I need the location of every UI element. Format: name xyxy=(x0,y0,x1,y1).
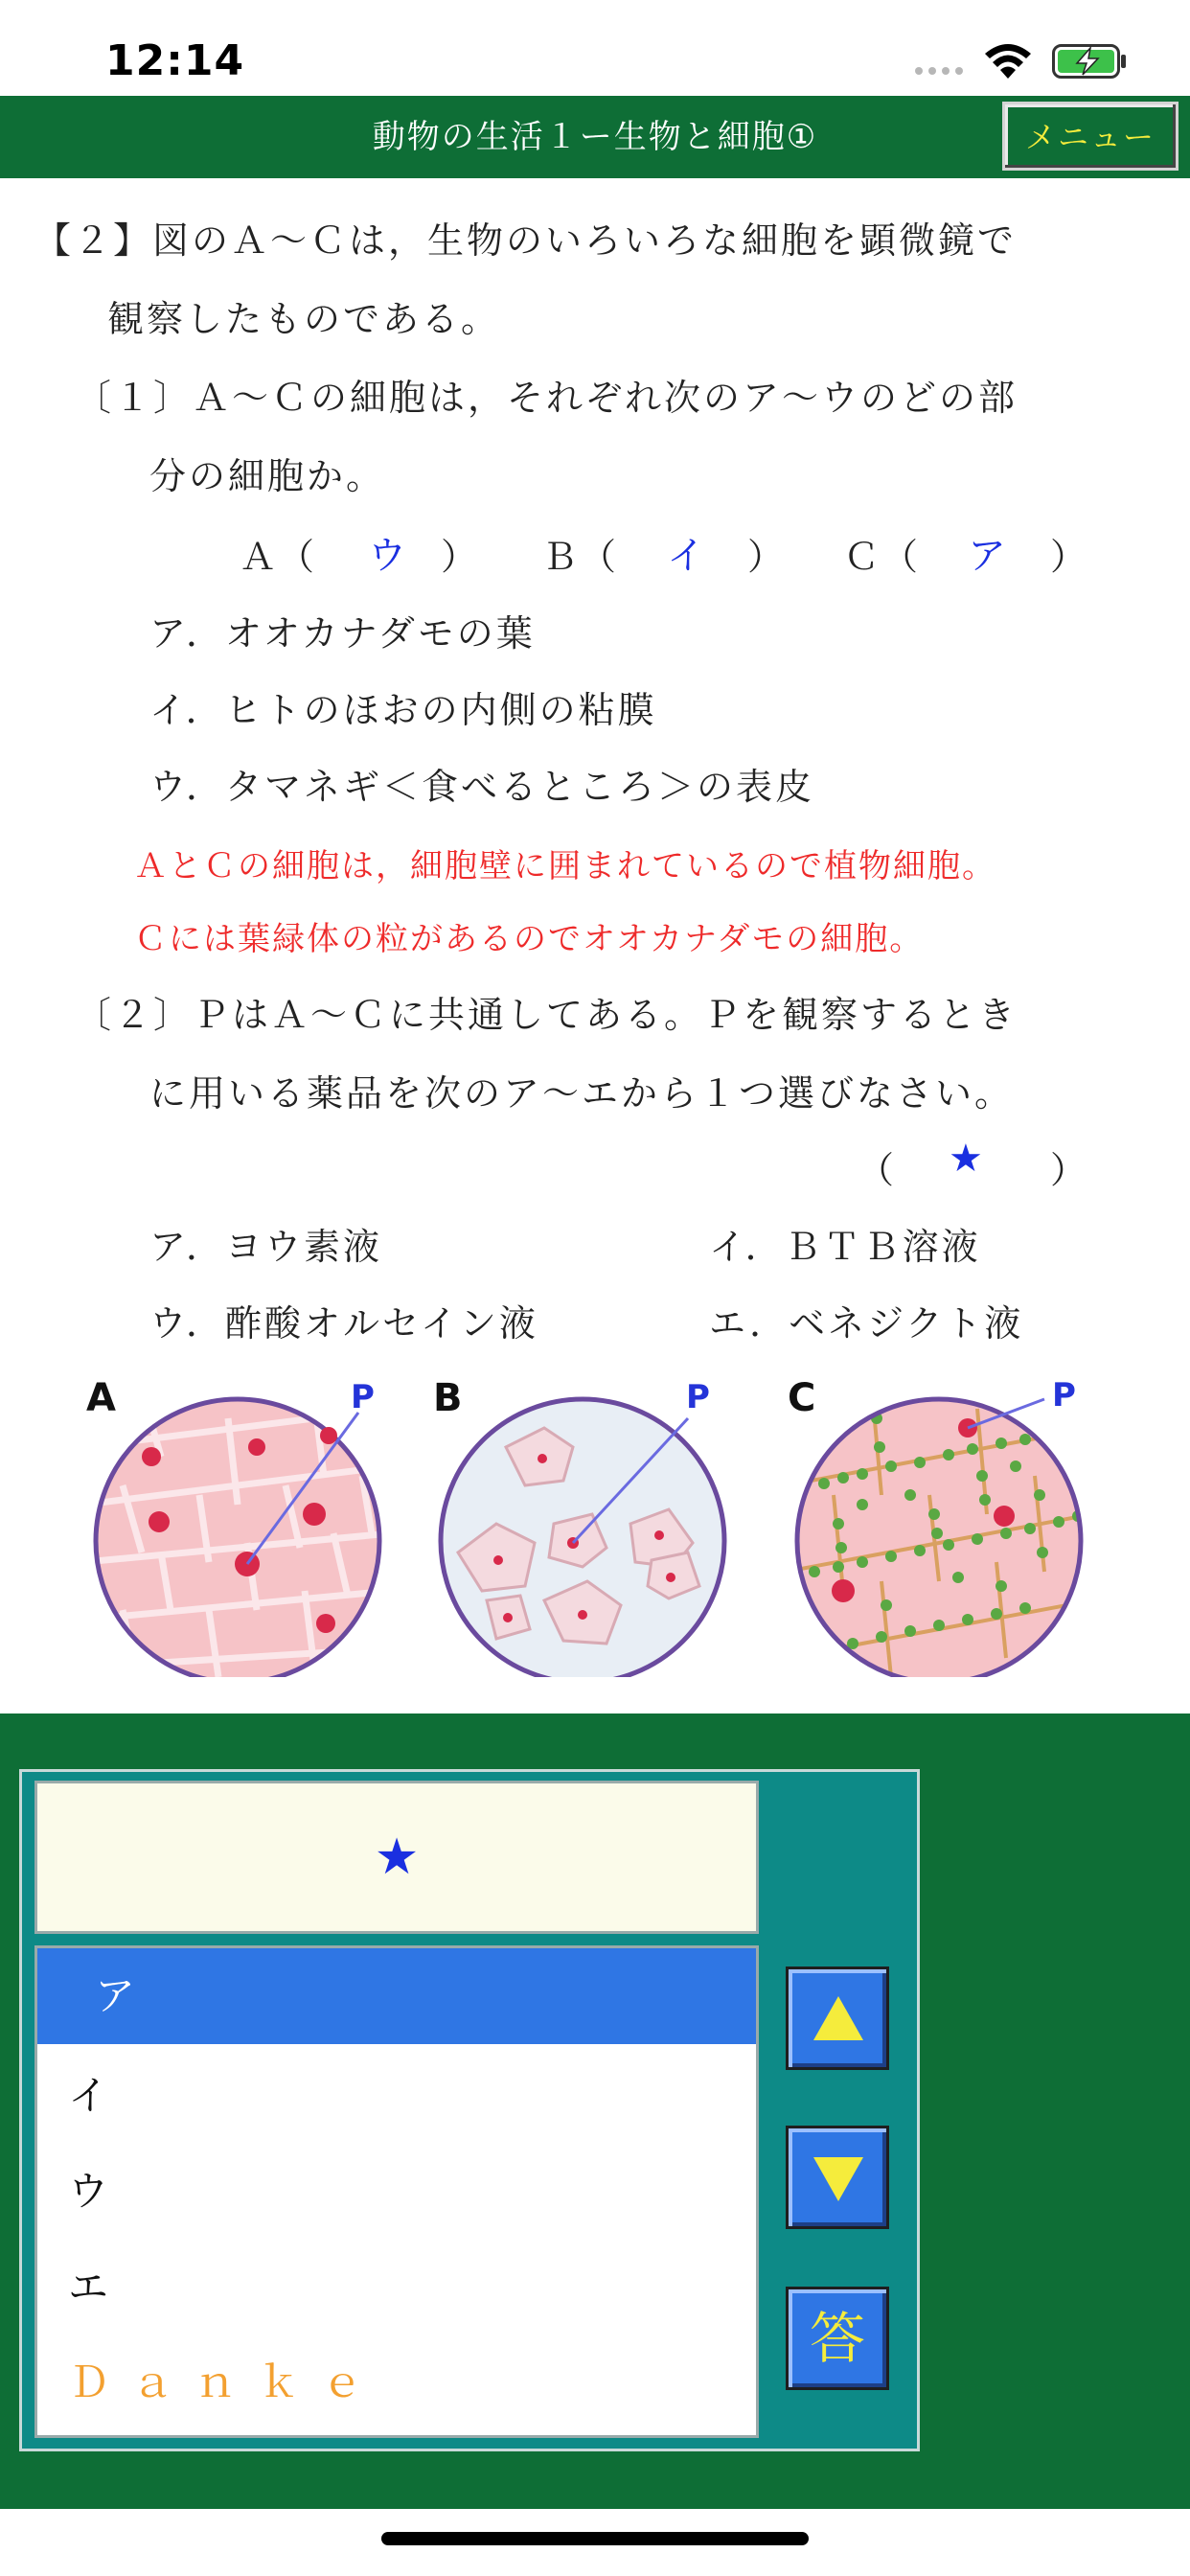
question-content xyxy=(0,178,1190,1714)
answer-b-label: Ｂ（ xyxy=(541,536,619,578)
answer-a-close: ） xyxy=(441,536,480,578)
figure-c-label: C xyxy=(788,1376,816,1420)
option-q1: ウ．タマネギ＜食べるところ＞の表皮 xyxy=(149,766,814,808)
figure-c-pointer-label: P xyxy=(1052,1376,1076,1414)
option-q2: イ．ＢＴＢ溶液 xyxy=(709,1226,981,1268)
figure-a-pointer-label: P xyxy=(351,1378,375,1416)
up-triangle-icon xyxy=(810,1992,867,2046)
menu-button[interactable]: メニュー xyxy=(1002,102,1179,171)
figure-b-label: B xyxy=(433,1376,463,1420)
explanation-note: ＡとＣの細胞は，細胞壁に囲まれているので植物細胞。 xyxy=(134,847,996,886)
option-q2: エ．ベネジクト液 xyxy=(709,1302,1024,1345)
choice-item-u[interactable]: ウ xyxy=(68,2168,109,2215)
question-text-line: 【２】図のＡ～Ｃは，生物のいろいろな細胞を顕微鏡で xyxy=(34,219,1018,262)
answer-b-value: イ xyxy=(667,534,705,578)
answer-c-value: ア xyxy=(968,534,1006,578)
figure-b-pointer-label: P xyxy=(686,1378,710,1416)
choice-item-e[interactable]: エ xyxy=(68,2264,109,2311)
cellular-signal-icon xyxy=(915,67,963,75)
figure-a-label: A xyxy=(86,1376,116,1420)
clock: 12:14 xyxy=(105,36,245,85)
down-triangle-icon xyxy=(810,2151,867,2205)
answer-c-label: Ｃ（ xyxy=(843,536,921,578)
scroll-down-button[interactable] xyxy=(786,2126,889,2229)
answer-button-label: 答 xyxy=(809,2306,865,2371)
choice-list[interactable] xyxy=(34,1945,759,2438)
figure-b-cheek-cells xyxy=(429,1390,736,1677)
option-q2: ウ．酢酸オルセイン液 xyxy=(149,1302,538,1345)
answer-a-value: ウ xyxy=(368,534,406,578)
scroll-up-button[interactable] xyxy=(786,1966,889,2070)
option-q1: ア．オオカナダモの葉 xyxy=(149,612,536,655)
question-text-line: 分の細胞か。 xyxy=(149,455,386,497)
page-title: 動物の生活１ー生物と細胞① xyxy=(372,118,818,156)
option-q1: イ．ヒトのほおの内側の粘膜 xyxy=(149,689,657,731)
wifi-icon xyxy=(983,42,1033,80)
figure-c-elodea-cells xyxy=(786,1390,1092,1677)
answer-display: ★ xyxy=(374,1828,420,1886)
choice-item-i[interactable]: イ xyxy=(68,2072,109,2119)
choice-item-a[interactable]: ア xyxy=(37,1948,756,2044)
option-q2: ア．ヨウ素液 xyxy=(149,1226,382,1268)
answer-q2-value: ★ xyxy=(949,1137,983,1181)
answer-a-label: Ａ（ xyxy=(240,536,317,578)
question-text-line: 観察したものである。 xyxy=(107,298,501,340)
choice-item-danke[interactable]: Ｄａｎｋｅ xyxy=(68,2358,384,2407)
answer-q2-open: （ xyxy=(858,1149,897,1191)
answer-q2-close: ） xyxy=(1050,1149,1089,1191)
answer-c-close: ） xyxy=(1050,536,1089,578)
question-text-line: 〔２〕ＰはＡ～Ｃに共通してある。Ｐを観察するとき xyxy=(75,994,1018,1036)
show-answer-button[interactable] xyxy=(786,2287,889,2390)
answer-b-close: ） xyxy=(747,536,787,578)
question-text-line: に用いる薬品を次のア～エから１つ選びなさい。 xyxy=(149,1072,1015,1115)
battery-charging-icon xyxy=(1052,44,1127,79)
home-indicator[interactable] xyxy=(381,2532,809,2545)
figure-a-onion-cells xyxy=(84,1390,391,1677)
question-text-line: 〔１〕Ａ～Ｃの細胞は，それぞれ次のア～ウのどの部 xyxy=(75,377,1018,419)
explanation-note: Ｃには葉緑体の粒があるのでオオカナダモの細胞。 xyxy=(134,920,925,958)
